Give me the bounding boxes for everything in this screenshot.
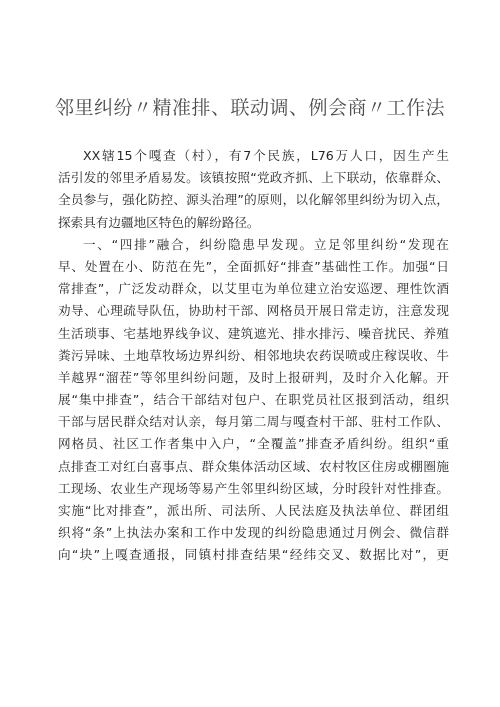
paragraph-line: 向“块”上嘎查通报，同镇村排查结果“经纬交叉、数据比对”，更 — [58, 547, 449, 563]
paragraph-line: 干部与居民群众结对认亲，每月第二周与嘎查村干部、驻村工作队、 — [58, 414, 449, 430]
paragraph-line: 早、处置在小、防范在先”，全面抓好“排查”基础性工作。加强“日 — [58, 258, 449, 274]
paragraph-line: 全员参与，强化防控、源头治理”的原则，以化解邻里纠纷为切入点， — [58, 192, 449, 208]
document-title: 邻里纠纷〃精准排、联动调、例会商〃工作法 — [54, 97, 445, 119]
paragraph-line: 网格员、社区工作者集中入户，“全覆盖”排查矛盾纠纷。组织“重 — [58, 436, 449, 452]
paragraph-line: 生活琐事、宅基地界线争议、建筑遮光、排水排污、噪音扰民、养殖 — [58, 325, 449, 341]
paragraph-line: 活引发的邻里矛盾易发。该镇按照“党政齐抓、上下联动，依靠群众、 — [58, 170, 449, 186]
paragraph-line: 织将“条”上执法办案和工作中发现的纠纷隐患通过月例会、微信群 — [58, 525, 449, 541]
paragraph-line: 工现场、农业生产现场等易产生邻里纠纷区域，分时段针对性排查。 — [58, 480, 449, 496]
paragraph-line: 羊越界“溜茬”等邻里纠纷问题，及时上报研判，及时介入化解。开 — [58, 369, 449, 385]
paragraph-line: 展“集中排查”，结合干部结对包户、在职党员社区报到活动，组织 — [58, 392, 449, 408]
paragraph-line: 一、“四排”融合，纠纷隐患早发现。立足邻里纠纷“发现在 — [83, 236, 449, 252]
paragraph-line: 劝导、心理疏导队伍，协助村干部、网格员开展日常走访，注意发现 — [58, 303, 449, 319]
paragraph-line: 点排查工对红白喜事点、群众集体活动区域、农村牧区住房或棚圈施 — [58, 458, 449, 474]
paragraph-line: 实施“比对排查”，派出所、司法所、人民法庭及执法单位、群团组 — [58, 503, 449, 518]
paragraph-line: XX辖15个嘎查（村），有7个民族，L76万人口，因生产生 — [83, 148, 449, 163]
paragraph-line: 探索具有边疆地区特色的解纷路径。 — [58, 214, 260, 230]
document-body — [58, 145, 449, 567]
paragraph-line: 粪污异味、土地草牧场边界纠纷、相邻地块农药误喷或庄稼误收、牛 — [58, 347, 449, 363]
paragraph-line: 常排查”，广泛发动群众，以艾里屯为单位建立治安巡逻、理性饮酒 — [58, 281, 449, 297]
